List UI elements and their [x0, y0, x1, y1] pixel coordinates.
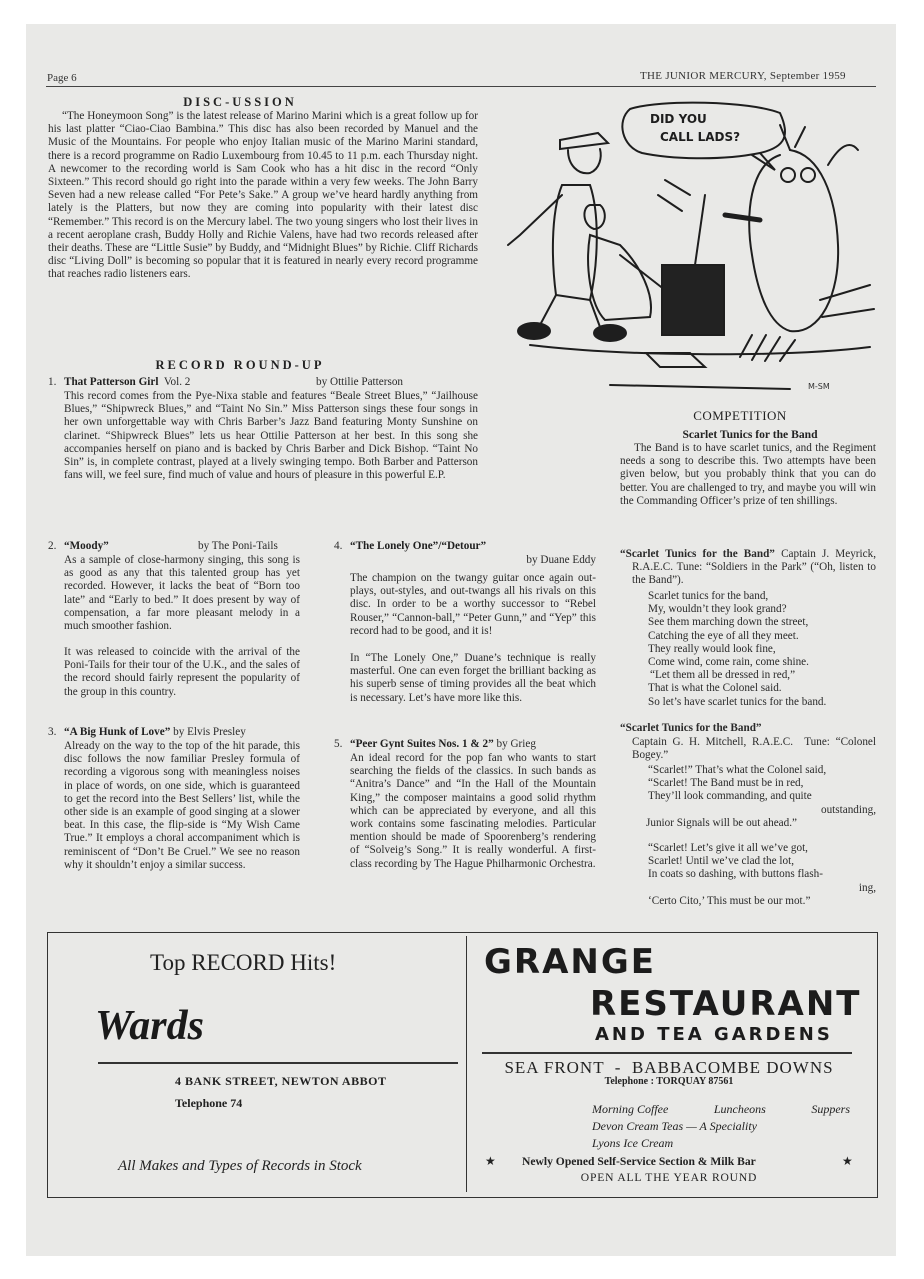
item-3-number: 3. — [48, 726, 57, 738]
grange-menu-row — [592, 1102, 850, 1117]
item-4-title: “The Lonely One”/“Detour” — [350, 540, 487, 552]
entry-1-line: Come wind, come rain, come shine. — [648, 656, 809, 669]
disc-title: DISC-USSION — [183, 95, 297, 109]
item-3-title: “A Big Hunk of Love” — [64, 726, 171, 738]
entry-1-line: So let’s have scarlet tunics for the band. — [648, 695, 827, 708]
entry-2-line: In coats so dashing, with buttons flash- — [648, 868, 823, 881]
grange-ice-cream: Lyons Ice Cream — [592, 1136, 674, 1150]
entry-1-line: That is what the Colonel said. — [648, 682, 782, 695]
entry-2-line: “Scarlet!” That’s what the Colonel said, — [648, 764, 827, 776]
grange-tea-gardens: AND TEA GARDENS — [595, 1024, 833, 1045]
roundup-title: RECORD ROUND-UP — [155, 358, 325, 372]
entry-1-line: They really would look fine, — [648, 642, 776, 655]
radio-set — [662, 265, 724, 335]
entry-2-line: Scarlet! Until we’ve clad the lot, — [648, 855, 795, 868]
wards-address: 4 BANK STREET, NEWTON ABBOT — [175, 1074, 387, 1088]
speech-line-2: CALL LADS? — [660, 130, 741, 144]
entry-1-intro — [620, 548, 876, 588]
grange-rule — [482, 1052, 852, 1054]
entry-1-verse — [648, 590, 826, 709]
item-4-artist: by Duane Eddy — [526, 554, 596, 566]
entry-1-line: Scarlet tunics for the band, — [648, 590, 769, 602]
entry-2-line: “Scarlet! Let’s give it all we’ve got, — [648, 842, 808, 855]
entry-1-tune: Tune: “Soldiers in the Park” (“Oh, listen to the Band”). — [632, 561, 876, 587]
competition-subtitle: Scarlet Tunics for the Band — [682, 428, 818, 441]
roundup-item-5-heading — [334, 738, 596, 751]
roundup-item-4-heading — [334, 540, 596, 553]
header-rule — [46, 86, 876, 87]
entry-2-meta — [632, 736, 876, 762]
entry-2-tune: Tune: “Colonel Bogey.” — [632, 736, 876, 762]
item-5-body: An ideal record for the pop fan who wants to start searching the fields of the classics. In such bands as “Anitra’s Dance” and “In the Hall of the Mountain King,” the composer maintains a good solid rhythm which can be appreciated by everyone, and all this work contains some fascinating melodies. Particular mention should be made of Spoorenberg’s rendering of “Solveig’s Song.” It is really wonderful. A first-class recording by The Hague Philharmonic Orchestra. — [350, 752, 596, 870]
soldier-boot-right — [594, 325, 626, 341]
speech-line-1: DID YOU — [650, 112, 707, 126]
wards-logo: Wards — [95, 1003, 204, 1049]
cartoon-illustration — [490, 95, 880, 400]
creature-torch — [725, 215, 760, 220]
grange-cream-teas: Devon Cream Teas — A Speciality — [592, 1119, 757, 1133]
item-1-body: This record comes from the Pye-Nixa stable and features “Beale Street Blues,” “Jailhouse Blues,” “Shipwreck Blues,” and “Taint No Sin.” Miss Patterson sings these four songs in her own unforgettable way with Chris Barber’s Jazz Band featuring Monty Sunshine on clarinet. “Shipwreck Blues” lets us hear Ottilie Patterson at her best. In this song she accompanies herself on piano and is backed by Chris Barber and Dick Bishop. “Taint No Sin” is, in complete contrast, played at a lively swinging tempo. Both Barber and Patterson fans will, we feel sure, find much of value and hours of pleasure in this powerful E.P. — [64, 390, 478, 482]
cartoon-signature: M-SM — [808, 382, 830, 391]
advert-divider — [466, 936, 467, 1192]
roundup-item-1-heading — [48, 376, 478, 389]
page-number: Page 6 — [47, 72, 77, 84]
item-2-artist: by The Poni-Tails — [198, 540, 278, 552]
entry-1-heading: “Scarlet Tunics for the Band” — [620, 548, 775, 560]
item-3-body: Already on the way to the top of the hit parade, this disc follows the now familiar Presley formula of recording a vigorous song with meaningless noises in place of words, on one side, which is guaranteed to get the record into the Best Sellers’ list, while the other side is an example of good singing at a slower beat. In this case, the flip-side is “My Wish Came True.” It employs a choral accompaniment which is reminiscent of “Don’t Be Cruel.” We see no reason why it shouldn’t enjoy a similar success. — [64, 740, 300, 871]
item-1-title: That Patterson Girl — [64, 376, 159, 388]
entry-1-line: Catching the eye of all they meet. — [648, 629, 799, 642]
disc-body: “The Honeymoon Song” is the latest release of Marino Marini which is a great follow up for his last platter “Ciao-Ciao Bambina.” This disc has also been recorded by Manuel and the Music of the Mountains. For people who enjoy Italian music of the Marino Marini standard, there is a record programme on Radio Luxembourg from 10.45 to 11 p.m. each Thursday night. A newcomer to the recording world is Sam Cook who has a hit disc in the record “Only Sixteen.” This record should go right into the parade within a very few weeks. The John Barry Seven had a new release called “For Pete’s Sake.” A group we’ve heard hardly anything from lately is the Platters, but now they are coming into popularity with their latest disc “Remember.” This record is on the Mercury label. The two young singers who lost their lives in a recent aeroplane crash, Buddy Holly and Richie Valens, have had two records released after their deaths. These are “Little Susie” by Buddy, and “Midnight Blues” by Richie. Cliff Richards disc “Living Doll” is becoming so popular that it is featured in nearly every record programme that reaches radio listeners ears. — [48, 110, 478, 281]
competition-body: The Band is to have scarlet tunics, and the Regiment needs a song to describe this. Two attempts have been given below, but you probably think that you can do better. You are challenged to try, and maybe you will win the Commanding Officer’s prize of ten shillings. — [620, 442, 876, 507]
grange-phone: Telephone : TORQUAY 87561 — [604, 1076, 734, 1087]
soldier-head — [568, 149, 601, 173]
item-2-number: 2. — [48, 540, 57, 552]
item-3-artist: by Elvis Presley — [173, 726, 246, 738]
menu-suppers: Suppers — [811, 1102, 850, 1116]
item-2-body-2: It was released to coincide with the arrival of the Poni-Tails for their tour of the U.K., and the sales of the record should fairly represent the popularity of the group in this country. — [64, 646, 300, 698]
creature-eye-right — [801, 168, 815, 182]
creature-eye-left — [781, 168, 795, 182]
entry-2-line: “Scarlet! The Band must be in red, — [648, 777, 804, 790]
item-1-vol: Vol. 2 — [163, 376, 191, 388]
entry-2-line: ing, — [858, 881, 876, 894]
wards-heading: Top RECORD Hits! — [150, 950, 337, 975]
item-4-number: 4. — [334, 540, 343, 552]
entry-2-line: They’ll look commanding, and quite — [648, 790, 812, 803]
item-1-artist: by Ottilie Patterson — [316, 376, 404, 388]
menu-luncheons: Luncheons — [713, 1102, 766, 1116]
menu-morning-coffee: Morning Coffee — [592, 1102, 669, 1116]
star-icon: ★ — [842, 1154, 853, 1168]
entry-2-line: ‘Certo Cito,’ This must be our mot.” — [648, 894, 811, 907]
entry-2-verse — [648, 764, 876, 908]
entry-1-line: My, wouldn’t they look grand? — [648, 603, 787, 616]
entry-2-heading — [620, 722, 876, 735]
publication-title: THE JUNIOR MERCURY, September 1959 — [640, 70, 846, 82]
roundup-item-2-heading — [48, 540, 300, 553]
item-1-number: 1. — [48, 376, 57, 388]
item-2-body: As a sample of close-harmony singing, this song is as good as any that this talented group has yet recorded. However, it lacks the beat of “Born too late” and “Early to bed.” It does present by way of compensation, a far more pleasant melody in a much smoother fashion. — [64, 554, 300, 633]
entry-1-line: “Let them all be dressed in red,” — [650, 669, 796, 682]
item-2-title: “Moody” — [64, 540, 109, 552]
item-5-number: 5. — [334, 738, 343, 750]
grange-open: OPEN ALL THE YEAR ROUND — [580, 1171, 758, 1184]
item-4-body-2: In “The Lonely One,” Duane’s technique is really masterful. One can even forget the brilliant backing as his superb sense of timing provides all the beat which is necessary. Let’s have more like this. — [350, 652, 596, 704]
competition-title: COMPETITION — [693, 408, 787, 423]
entry-1-author: Captain J. Meyrick, R.A.E.C. — [632, 548, 876, 574]
grange-location: SEA FRONT - BABBACOMBE DOWNS — [504, 1058, 834, 1077]
grange-name: GRANGE — [484, 942, 656, 982]
item-4-body: The champion on the twangy guitar once again out-plays, out-styles, and out-twangs all his rivals on this disc. In order to be a worthy successor to “Rebel Rouser,” “Cannon-ball,” “Peter Gunn,” and “Yep” this record had to be good, and it is! — [350, 572, 596, 637]
item-5-title: “Peer Gynt Suites Nos. 1 & 2” — [350, 738, 494, 750]
grange-feature: Newly Opened Self-Service Section & Milk Bar — [522, 1155, 756, 1168]
item-5-artist: by Grieg — [496, 738, 536, 750]
soldier-boot-left — [518, 323, 550, 339]
entry-2-title: “Scarlet Tunics for the Band” — [620, 722, 762, 734]
wards-rule — [98, 1062, 458, 1064]
wards-phone: Telephone 74 — [175, 1096, 243, 1110]
radio-aerial — [695, 195, 705, 265]
creature-arm — [828, 145, 858, 165]
entry-1-line: See them marching down the street, — [648, 616, 809, 629]
roundup-item-3-heading — [48, 726, 300, 739]
entry-2-line: outstanding, — [820, 803, 876, 816]
boy-arm — [620, 255, 665, 290]
wards-tagline: All Makes and Types of Records in Stock — [118, 1158, 362, 1174]
grange-restaurant: RESTAURANT — [590, 984, 862, 1024]
entry-2-line: Junior Signals will be out ahead.” — [646, 816, 798, 829]
grass-tufts — [740, 335, 795, 361]
star-icon: ★ — [485, 1154, 496, 1168]
entry-2-author: Captain G. H. Mitchell, R.A.E.C. — [632, 736, 794, 748]
soldier-cap — [560, 133, 608, 149]
